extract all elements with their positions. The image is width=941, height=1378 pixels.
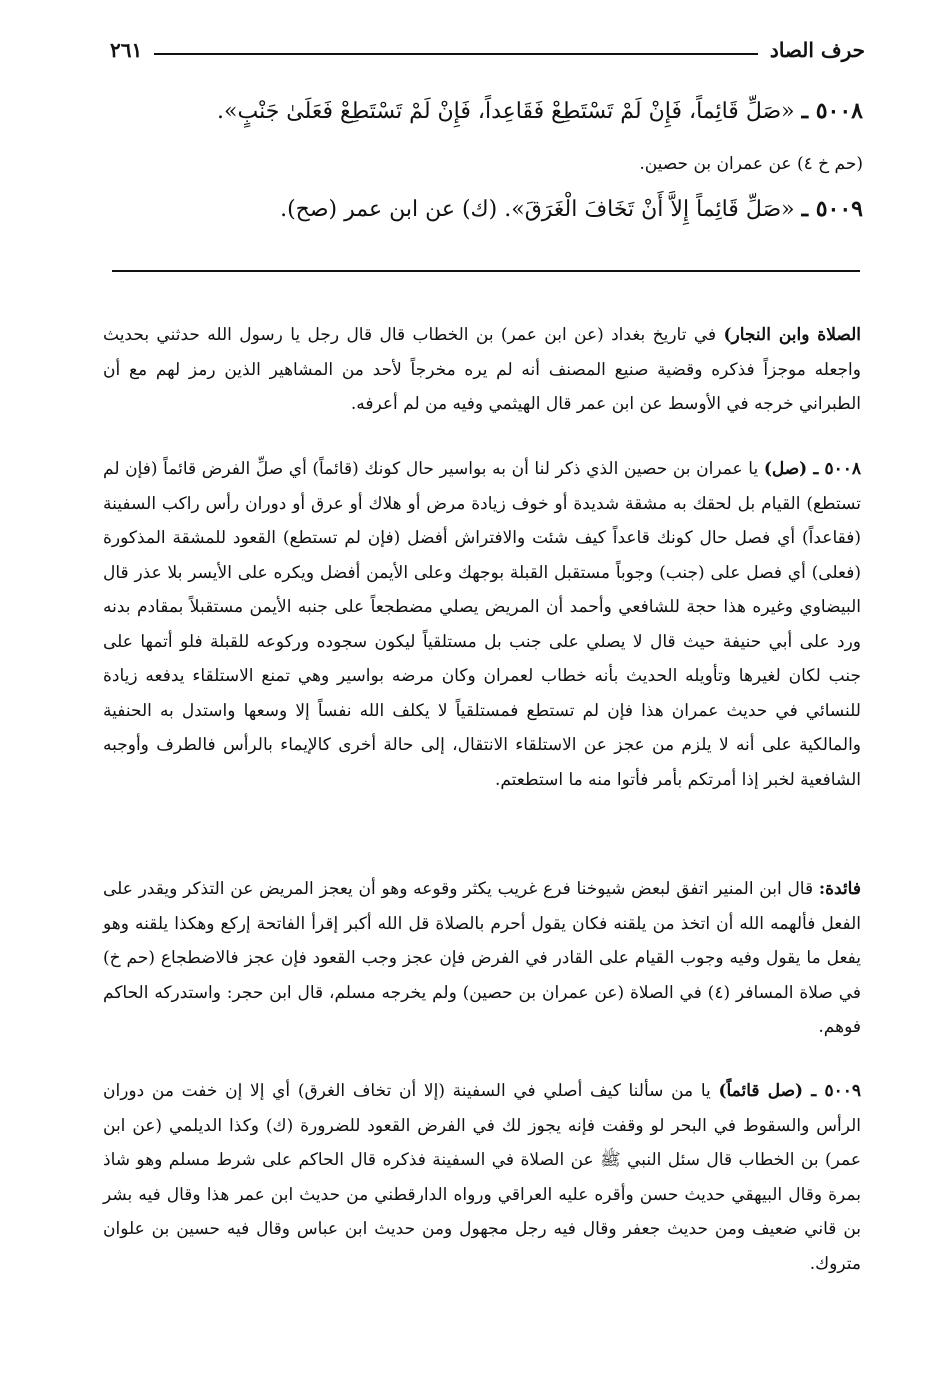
bold-lead: الصلاة وابن النجار) [723,325,862,345]
hadith-number: ٥٠٠٩ ـ [801,196,863,222]
header-rule [154,53,758,55]
bold-lead: فائدة: [818,879,861,899]
hadith-text: «صَلِّ قَائِماً إِلاَّ أَنْ تَخَافَ الْغَرَقَ». (ك) عن ابن عمر (صح). [280,197,795,222]
bold-lead: ٥٠٠٨ ـ (صل) [763,459,861,479]
paragraph-text: يا من سألنا كيف أصلي في السفينة (إلا أن تخاف الغرق) أي إلا إن خفت من دوران الرأس والسقوط في البحر لو وقفت فإنه يجوز لك في الفرض القعود للضرورة (ك) وكذا الديلمي (عن ابن عمر) بن الخطاب قال سئل النبي ﷺ عن الصلاة في السفينة فذكره قال الحاكم على شرط مسلم وهو شاذ بمرة وقال البيهقي حديث حسن وأقره عليه العراقي ورواه الدارقطني من حديث ابن عمر هذا وقال فيه بشر بن قاني ضعيف ومن حديث جعفر وقال فيه رجل مجهول ومن حديث ابن عباس وقال فيه حسين بن علوان متروك. [103,1081,861,1274]
page-number: ٢٦١ [110,38,143,62]
hadith-5009 [103,196,863,222]
commentary-paragraph [103,452,861,797]
chapter-title: حرف الصاد [769,38,865,62]
hadith-5008 [103,98,863,124]
commentary-paragraph [103,1074,861,1281]
section-separator [112,270,860,272]
paragraph-text: يا عمران بن حصين الذي ذكر لنا أن به بواسير حال كونك (قائماً) أي صلِّ الفرض قائماً (فإن لم تستطع) القيام بل لحقك به مشقة شديدة أو خوف زيادة مرض أو هلاك أو عرق أو دوران رأس راكب السفينة (فقاعداً) أي فصل حال كونك قاعداً كيف شئت والافتراش أفضل (فإن لم تستطع) القعود للمشقة المذكورة (فعلى) أي فصل على (جنب) وجوباً مستقبل القبلة بوجهك وعلى الأيمن أفضل ويكره على الأيسر بلا عذر قال البيضاوي وغيره هذا حجة للشافعي وأحمد أن المريض يصلي مضطجعاً على جنبه الأيمن مستقبلاً بمقادم بدنه ورد على أبي حنيفة حيث قال لا يصلي على جنب بل مستلقياً ليكون سجوده وركوعه للقبلة فلو أتمها على جنب لكان لغيرها وتأويله الحديث بأنه خطاب لعمران وكان مرضه بواسير وهي تمنع الاستلقاء يدفعه زيادة للنسائي في حديث عمران هذا فإن لم تستطع فمستلقياً لا يكلف الله نفساً إلا وسعها واستدل به الحنفية والمالكية على أنه لا يلزم من عجز عن الاستلقاء الانتقال، إلى حالة أخرى كالإيماء بالرأس فالطرف وأوجبه الشافعية لخبر إذا أمرتكم بأمر فأتوا منه ما استطعتم. [103,459,861,790]
hadith-number: ٥٠٠٨ ـ [801,98,863,124]
paragraph-text: في تاريخ بغداد (عن ابن عمر) بن الخطاب قال قال رجل يا رسول الله حدثني بحديث واجعله موجزاً فذكره وقضية صنيع المصنف أنه لم يره مخرجاً لأحد من المشاهير الذين رمز لهم مع أن الطبراني خرجه في الأوسط عن ابن عمر قال الهيثمي وفيه من لم أعرفه. [103,325,861,414]
hadith-source: (حم خ ٤) عن عمران بن حصين. [639,154,863,174]
commentary-paragraph [103,318,861,422]
hadith-text: «صَلِّ قَائِماً، فَإِنْ لَمْ تَسْتَطِعْ فَقَاعِداً، فَإِنْ لَمْ تَسْتَطِعْ فَعَلَىٰ جَنْبٍ». [217,99,795,124]
bold-lead: ٥٠٠٩ ـ (صل قائماً) [718,1081,861,1101]
commentary-paragraph [103,872,861,1045]
paragraph-text: قال ابن المنير اتفق لبعض شيوخنا فرع غريب يكثر وقوعه وهو أن يعجز المريض عن التذكر ويقدر على الفعل فألهمه الله أن اتخذ من يلقنه فكان يقول أحرم بالصلاة قل الله أكبر إقرأ الفاتحة إركع وهكذا يلقنه وهو يفعل ما يقول وفيه وجوب القيام على القادر في الفرض فإن عجز وجب القعود فإن عجز فالاضطجاع (حم خ) في صلاة المسافر (٤) في الصلاة (عن عمران بن حصين) ولم يخرجه مسلم، قال ابن حجر: واستدركه الحاكم فوهم. [103,879,862,1037]
page-header [110,30,865,70]
